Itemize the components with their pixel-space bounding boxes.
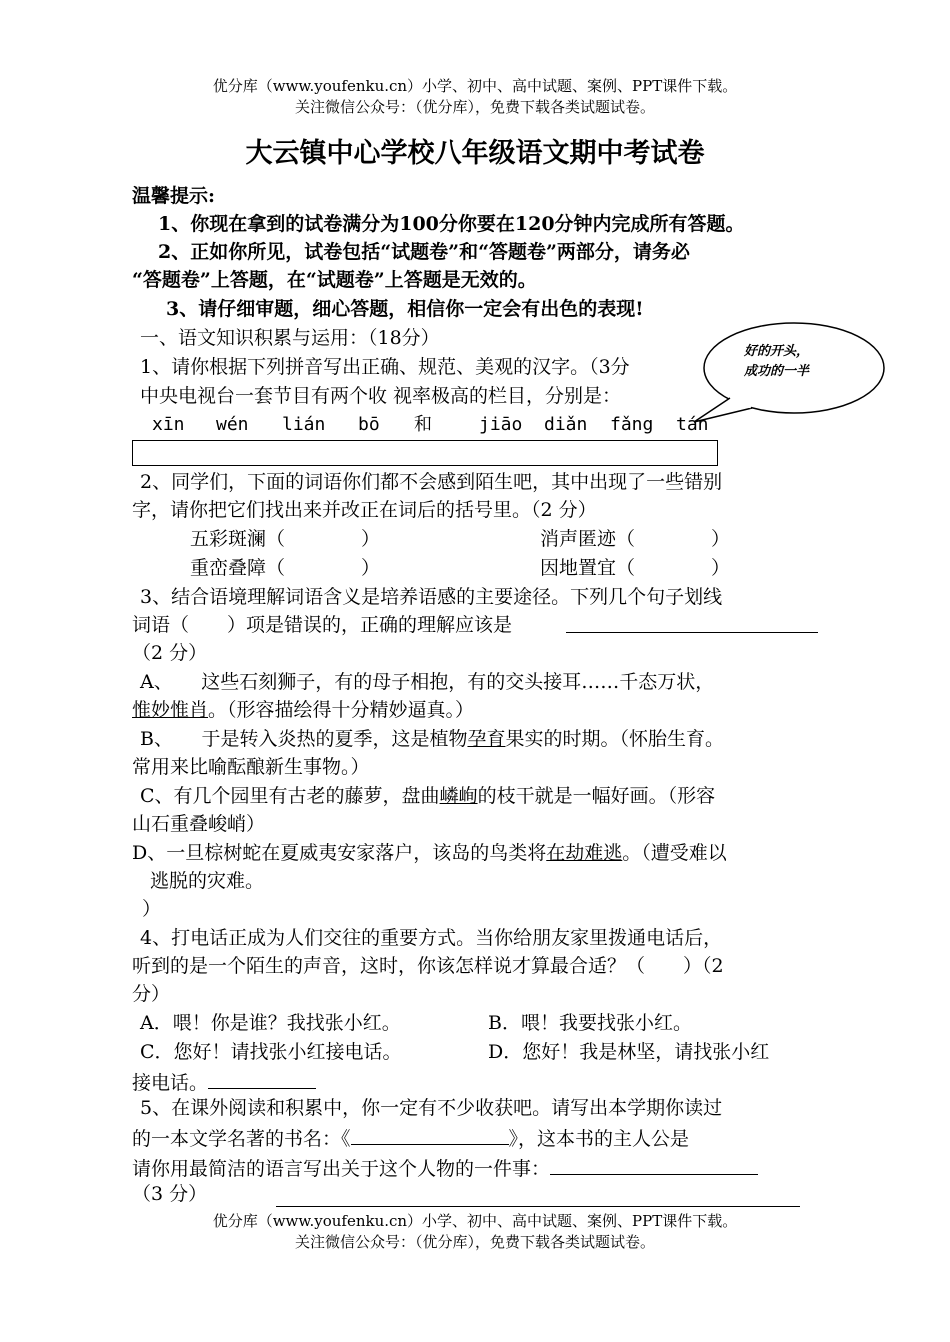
page-title: 大云镇中心学校八年级语文期中考试卷	[245, 138, 705, 169]
tips-heading: 温馨提示:	[132, 185, 216, 207]
q5-line-4: （3 分）	[132, 1183, 208, 1205]
q5-line-1: 5、在课外阅读和积累中，你一定有不少收获吧。请写出本学期你读过	[140, 1097, 723, 1119]
q3-line-2: 词语（ ）项是错误的，正确的理解应该是	[132, 614, 513, 636]
pinyin-he: 和	[414, 414, 432, 435]
tip-1: 1、你现在拿到的试卷满分为100分你要在120分钟内完成所有答题。	[158, 213, 745, 235]
q3-answer-blank[interactable]	[566, 632, 818, 633]
q2-word-4: 因地置宜（ ）	[540, 557, 731, 579]
q3-option-d-3: ）	[142, 898, 162, 920]
q3-option-a-2: 惟妙惟肖。（形容描绘得十分精妙逼真。）	[132, 699, 475, 721]
tip-2a: 2、正如你所见，试卷包括“试题卷”和“答题卷”两部分，请务必	[158, 241, 690, 263]
q3-option-b-2: 常用来比喻酝酿新生事物。）	[132, 756, 370, 778]
pinyin-dian: diǎn	[544, 414, 588, 435]
underlined-word-a: 惟妙惟肖	[132, 699, 209, 721]
q4-option-d[interactable]: D．您好！我是林坚，请找张小红	[488, 1041, 770, 1063]
underlined-word-d: 在劫难逃	[546, 842, 623, 864]
tip-3: 3、请仔细审题，细心答题，相信你一定会有出色的表现!	[166, 298, 644, 320]
q3-option-c-1: C、有几个园里有古老的藤萝，盘曲嶙峋的枝干就是一幅好画。（形容	[140, 785, 716, 807]
q4-option-d-cont: 接电话。	[132, 1068, 316, 1095]
underlined-word-c: 嶙峋	[439, 785, 478, 807]
footer-line-2: 关注微信公众号：（优分库），免费下载各类试题试卷。	[294, 1233, 655, 1251]
event-blank[interactable]	[550, 1154, 758, 1175]
pinyin-xin: xīn	[152, 414, 185, 435]
bubble-line-1: 好的开头，	[744, 344, 810, 359]
q4-line-2: 听到的是一个陌生的声音，这时，你该怎样说才算最合适？（ ）（2	[132, 955, 724, 977]
q5-line-2: 的一本文学名著的书名：《 》，这本书的主人公是	[132, 1124, 689, 1151]
tip-2b: “答题卷”上答题，在“试题卷”上答题是无效的。	[132, 269, 537, 291]
pinyin-bo: bō	[358, 414, 380, 435]
q1-line-1: 1、请你根据下列拼音写出正确、规范、美观的汉字。（3分	[140, 356, 630, 378]
q3-option-d-1: D、一旦棕树蛇在夏威夷安家落户，该岛的鸟类将在劫难逃。（遭受难以	[132, 842, 727, 864]
book-title-blank[interactable]	[351, 1124, 509, 1145]
q2-word-2: 消声匿迹（ ）	[540, 528, 731, 550]
q4-answer-blank[interactable]	[208, 1068, 316, 1089]
footer-line-1: 优分库（www.youfenku.cn）小学、初中、高中试题、案例、PPT课件下载。	[212, 1212, 738, 1230]
pinyin-wen: wén	[216, 414, 249, 435]
q2-word-3: 重峦叠障（ ）	[190, 557, 381, 579]
q1-answer-box[interactable]	[132, 440, 718, 466]
section-1-heading: 一、语文知识积累与运用：（18分）	[140, 327, 440, 349]
q3-option-d-2: 逃脱的灾难。	[150, 870, 265, 892]
pinyin-tan: tán	[676, 414, 709, 435]
pinyin-lian: lián	[282, 414, 326, 435]
q4-option-c[interactable]: C．您好！请找张小红接电话。	[140, 1041, 402, 1063]
header-line-1: 优分库（www.youfenku.cn）小学、初中、高中试题、案例、PPT课件下载。	[212, 77, 738, 95]
q4-line-1: 4、打电话正成为人们交往的重要方式。当你给朋友家里拨通电话后，	[140, 927, 723, 949]
q1-line-2: 中央电视台一套节目有两个收 视率极高的栏目，分别是：	[140, 385, 622, 407]
q3-line-1: 3、结合语境理解词语含义是培养语感的主要途径。下列几个句子划线	[140, 586, 723, 608]
q3-option-b-1: B、 于是转入炎热的夏季，这是植物孕育果实的时期。（怀胎生育。	[140, 728, 724, 750]
q4-option-a[interactable]: A．喂！你是谁？我找张小红。	[140, 1012, 401, 1034]
q5-answer-line[interactable]	[276, 1206, 800, 1207]
q2-line-1: 2、同学们，下面的词语你们都不会感到陌生吧，其中出现了一些错别	[140, 471, 723, 493]
q4-option-b[interactable]: B．喂！我要找张小红。	[488, 1012, 692, 1034]
underlined-word-b: 孕育	[467, 728, 506, 750]
q3-line-3: （2 分）	[132, 642, 208, 664]
q5-line-3: 请你用最简洁的语言写出关于这个人物的一件事：	[132, 1154, 758, 1181]
pinyin-jiao: jiāo	[479, 414, 523, 435]
bubble-line-2: 成功的一半	[744, 364, 810, 379]
q2-word-1: 五彩斑澜（ ）	[190, 528, 381, 550]
header-line-2: 关注微信公众号：（优分库），免费下载各类试题试卷。	[294, 98, 655, 116]
q3-option-a-1: A、 这些石刻狮子，有的母子相抱，有的交头接耳……千态万状，	[140, 671, 715, 693]
q4-line-3: 分）	[132, 983, 171, 1005]
q2-line-2: 字，请你把它们找出来并改正在词后的括号里。（2 分）	[132, 499, 597, 521]
q3-option-c-2: 山石重叠峻峭）	[132, 813, 266, 835]
pinyin-fang: fǎng	[610, 414, 654, 435]
